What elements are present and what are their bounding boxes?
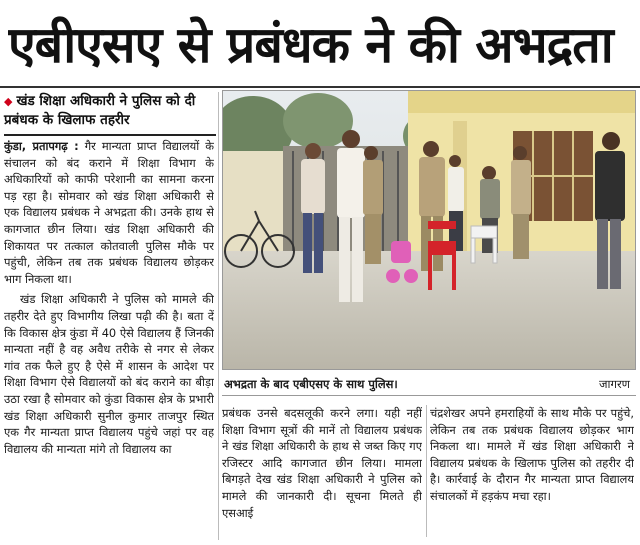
dateline: कुंडा, प्रतापगढ़ : bbox=[4, 139, 79, 153]
bullet-icon: ◆ bbox=[4, 95, 13, 108]
news-photo bbox=[222, 90, 636, 370]
article-column-2 bbox=[222, 405, 422, 543]
photo-caption: अभद्रता के बाद एबीएसए के साथ पुलिस। bbox=[224, 377, 398, 391]
column-divider bbox=[218, 92, 219, 540]
paragraph-1 bbox=[4, 138, 214, 287]
photo-credit: जागरण bbox=[598, 377, 630, 391]
photo-caption-bar bbox=[222, 374, 636, 394]
photo-illustration bbox=[223, 91, 636, 370]
paragraph-4: चंद्रशेखर अपने हमराहियों के साथ मौके पर पहुंचे, लेकिन तब तक प्रबंधक विद्यालय छोड़कर भाग निकला था। मामले में खंड शिक्षा अधिकारी ने विद्यालय प्रबंधक के खिलाफ पुलिस को तहरीर दी है। कार्रवाई के दौरान गैर मान्यता प्राप्त विद्यालय संचालकों में हड़कंप मचा रहा। bbox=[430, 406, 634, 503]
paragraph-2: खंड शिक्षा अधिकारी ने पुलिस को मामले की तहरीर देते हुए विभागीय लिखा पढ़ी की है। बता दें कि विकास क्षेत्र कुंडा में 40 ऐसे विद्यालय हैं जिनकी मान्यता नहीं है वह अवैध तरीके से नगर से लेकर गांव तक फैले हुए है ऐसे में शासन के आदेश पर शिक्षा विभाग ऐसे विद्यालयों को बंद कराने का बीड़ा उठा रखा है सोमवार को कुंडा विकास क्षेत्र के प्रभारी खंड शिक्षा अधिकारी सुनील कुमार ताजपुर स्थित एक गैर मान्यता प्राप्त विद्यालय पहुंचे जहां पर वह विद्यालय की मान्यता मांगे तो विद्यालय का bbox=[4, 292, 214, 456]
article-column-3 bbox=[430, 405, 634, 543]
headline-rule bbox=[0, 86, 640, 88]
column-divider-2 bbox=[426, 405, 427, 537]
article-column-1 bbox=[4, 138, 214, 543]
paragraph-1-text: गैर मान्यता प्राप्त विद्यालयों के संचालन को बंद कराने में शिक्षा विभाग के अधिकारियों को काफी परेशानी का सामना करना पड़ रहा है। सोमवार को खंड शिक्षा अधिकारी से एक विद्यालय प्रबंधक ने अभद्रता की। उनके हाथ से कागजात छीन लिया। खंड शिक्षा अधिकारी की शिकायत पर तत्काल कोतवाली पुलिस मौके पर पहुंची, लेकिन तब तक प्रबंधक विद्यालय छोड़कर भाग निकला था। bbox=[4, 139, 214, 286]
subhead-rule bbox=[4, 134, 216, 136]
caption-rule bbox=[222, 395, 636, 396]
paragraph-3: प्रबंधक उनसे बदसलूकी करने लगा। यही नहीं शिक्षा विभाग सूत्रों की मानें तो विद्यालय प्रबंधक ने खंड शिक्षा अधिकारी के हाथ से जब्त किए गए रजिस्टर आदि कागजात छीन लिया। मामला बिगड़ते देख खंड शिक्षा अधिकारी ने पुलिस को मामले की जानकारी दी। सूचना मिलते ही एसआई bbox=[222, 406, 422, 520]
subhead bbox=[4, 92, 216, 130]
subhead-text: खंड शिक्षा अधिकारी ने पुलिस को दी प्रबंधक के खिलाफ तहरीर bbox=[4, 93, 196, 128]
headline: एबीएसए से प्रबंधक ने की अभद्रता bbox=[8, 16, 613, 74]
